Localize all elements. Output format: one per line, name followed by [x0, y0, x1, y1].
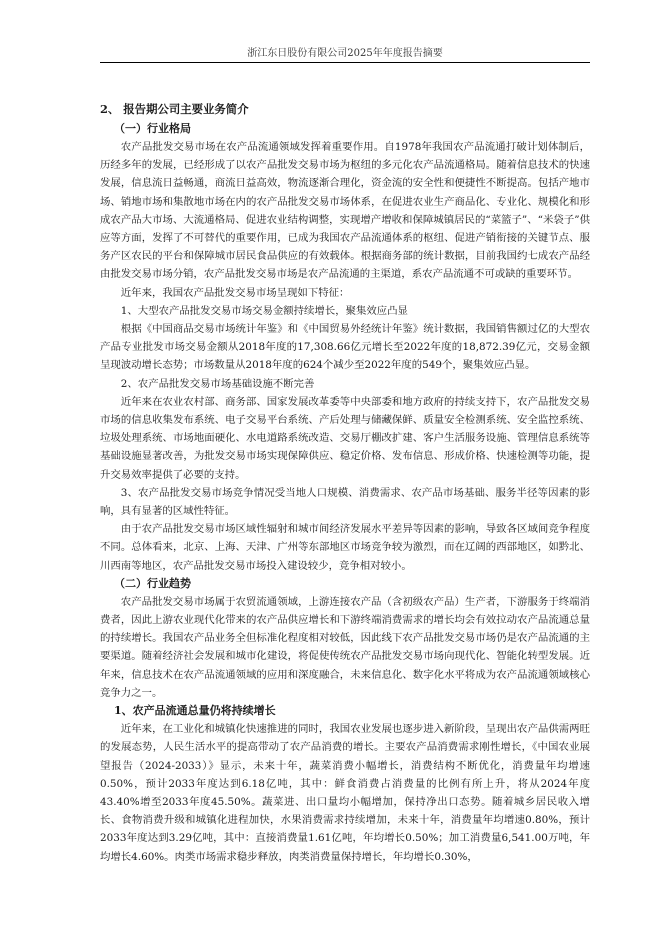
feature-3-text: 由于农产品批发交易市场区域性辐射和城市间经济发展水平差异等因素的影响，导致各区域间竞争程度不同。总体看来，北京、上海、天津、广州等东部地区市场竞争较为激烈，而在辽阔的西部地区，如黔北、川西南等地区，农产品批发交易市场投入建设较少，竞争相对较小。: [100, 523, 590, 572]
trend-1-text: 近年来，在工业化和城镇化快速推进的同时，我国农业发展也逐步进入新阶段，呈现出农产品供需两旺的发展态势，人民生活水平的提高带动了农产品消费的增长。主要农产品消费需求刚性增长，《中国农业展望报告（2024-2033）》显示，未来十年，蔬菜消费小幅增长，消费结构不断优化，消费量年均增速0.50%，预计2033年度达到6.18亿吨，其中：鲜食消费占消费量的比例有所上升，将从2024年度43.40%增至2033年度45.50%。蔬菜进、出口量均小幅增加，保持净出口态势。随着城乡居民收入增长、食物消费升级和城镇化进程加快，水果消费需求持续增加，未来十年，消费量年均增速0.80%，预计2033年度达到3.29亿吨，其中：直接消费量1.61亿吨，年均增长0.50%；加工消费量6,541.00万吨，年均增长4.60%。肉类市场需求稳步释放，肉类消费量保持增长，年均增长0.30%，: [100, 723, 590, 863]
document-body: [100, 98, 590, 866]
feature-2-title: 2、农产品批发交易市场基础设施不断完善: [120, 377, 315, 390]
industry-structure-paragraph: 农产品批发交易市场在农产品流通领域发挥着重要作用。自1978年我国农产品流通打破计划体制后，历经多年的发展，已经形成了以农产品批发交易市场为枢纽的多元化农产品流通格局。随着信息技术的快速发展，信息流日益畅通，商流日益高效，物流逐渐合理化，资金流的安全性和便捷性不断提高。包括产地市场、销地市场和集散地市场在内的农产品批发交易市场体系，在促进农业生产商品化、专业化、规模化和形成农产品大市场、大流通格局、促进农业结构调整，实现增产增收和保障城镇居民的“菜篮子”、“米袋子”供应等方面，发挥了不可替代的重要作用，已成为我国农产品流通体系的枢纽、促进产销衔接的关键节点、服务产区农民的平台和保障城市居民食品供应的有效载体。根据商务部的统计数据，目前我国约七成农产品经由批发交易市场分销，农产品批发交易市场是农产品流通的主渠道，系农产品流通不可或缺的重要环节。: [100, 141, 590, 281]
trend-1-heading: 1、农产品流通总量仍将持续增长: [114, 704, 276, 718]
feature-1-title: 1、大型农产品批发交易市场交易金额持续增长，聚集效应凸显: [120, 304, 408, 317]
industry-trend-paragraph: 农产品批发交易市场属于农贸流通领域，上游连接农产品（含初级农产品）生产者，下游服务于终端消费者，因此上游农业现代化带来的农产品供应增长和下游终端消费需求的增长均会有效拉动农产品流通总量的持续增长。我国农产品业务全但标准化程度相对较低，因此线下农产品批发交易市场仍是农产品流通的主要渠道。随着经济社会发展和城市化建设，将促使传统农产品批发交易市场向现代化、智能化转型发展。近年来，信息技术在农产品流通领域的应用和深度融合，未来信息化、数字化水平将成为农产品流通领域核心竞争力之一。: [100, 595, 590, 699]
page-header: 浙江东日股份有限公司2025年年度报告摘要: [247, 48, 443, 59]
features-intro: 近年来，我国农产品批发交易市场呈现如下特征：: [120, 286, 350, 299]
feature-1-text: 根据《中国商品交易市场统计年鉴》和《中国贸易外经统计年鉴》统计数据，我国销售额过亿的大型农产品专业批发市场交易金额从2018年度的17,308.66亿元增长至2022年度的18,872.39亿元，交易金额呈现波动增长态势；市场数量从2018年度的624个减少至2022年度的549个，聚集效应凸显。: [100, 323, 590, 372]
feature-2-text: 近年来在农业农村部、商务部、国家发展改革委等中央部委和地方政府的持续支持下，农产品批发交易市场的信息收集发布系统、电子交易平台系统、产后处理与储藏保鲜、质量安全检测系统、安全监控系统、垃圾处理系统、市场地面硬化、水电道路系统改造、交易厅棚改扩建、客户生活服务设施、管理信息系统等基础设施显著改善，为批发交易市场实现保障供应、稳定价格、发布信息、形成价格、快速检测等功能，提升交易效率提供了必要的支持。: [100, 395, 590, 481]
header-divider: [100, 62, 590, 63]
feature-3-title: 3、农产品批发交易市场竞争情况受当地人口规模、消费需求、农产品市场基础、服务半径等因素的影响，具有显著的区域性特征。: [100, 486, 590, 518]
industry-structure-heading: （一）行业格局: [114, 122, 191, 135]
industry-trend-heading: （二）行业趋势: [114, 576, 191, 590]
section-title: 2、 报告期公司主要业务简介: [100, 102, 249, 116]
